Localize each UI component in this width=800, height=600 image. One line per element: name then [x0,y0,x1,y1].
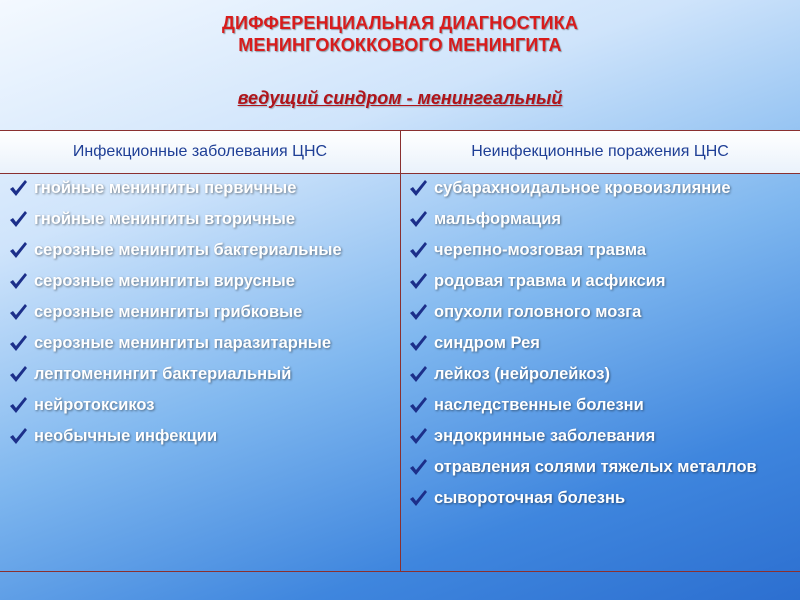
list-item-label: гнойные менингиты вторичные [34,210,296,228]
list-item [6,207,396,231]
list-item [406,362,796,386]
checkmark-icon [408,271,428,291]
checkmark-icon [8,178,28,198]
list-item-label: сывороточная болезнь [434,489,626,507]
list-item [406,176,796,200]
list-item [406,269,796,293]
checkmark-icon [8,395,28,415]
checkmark-icon [8,302,28,322]
checkmark-icon [408,457,428,477]
title-line-1: ДИФФЕРЕНЦИАЛЬНАЯ ДИАГНОСТИКА [221,13,579,33]
table-bottom-border [0,571,800,572]
list-item [6,176,396,200]
column-divider [400,130,401,572]
list-item [406,393,796,417]
list-item [6,331,396,355]
checkmark-icon [8,240,28,260]
subtitle: ведущий синдром - менингеальный [237,88,563,108]
list-item-label: родовая травма и асфиксия [434,272,666,290]
checkmark-icon [408,395,428,415]
list-item-label: серозные менингиты вирусные [34,272,295,290]
list-item-label: лептоменингит бактериальный [34,365,292,383]
list-item-label: гнойные менингиты первичные [34,179,297,197]
list-item [406,331,796,355]
checkmark-icon [8,209,28,229]
checkmark-icon [408,302,428,322]
diagnosis-table [0,130,800,572]
list-item [6,269,396,293]
list-item-label: серозные менингиты бактериальные [34,241,342,259]
noninfectious-list [406,176,796,517]
list-item-label: лейкоз (нейролейкоз) [434,365,610,383]
checkmark-icon [408,178,428,198]
list-item [406,207,796,231]
list-item [406,486,796,510]
list-item [406,238,796,262]
list-item-label: мальформация [434,210,562,228]
list-item [6,393,396,417]
list-item-label: необычные инфекции [34,427,218,445]
list-item-label: наследственные болезни [434,396,644,414]
list-item-label: серозные менингиты грибковые [34,303,303,321]
checkmark-icon [8,333,28,353]
list-item-label: субарахноидальное кровоизлияние [434,179,731,197]
checkmark-icon [8,364,28,384]
checkmark-icon [408,240,428,260]
list-item [406,300,796,324]
header-infectious: Инфекционные заболевания ЦНС [72,143,328,160]
infectious-list [6,176,396,455]
list-item [406,424,796,448]
list-item [406,455,796,479]
list-item-label: эндокринные заболевания [434,427,656,445]
list-item-label: отравления солями тяжелых металлов [434,458,757,476]
list-item-label: черепно-мозговая травма [434,241,647,259]
checkmark-icon [408,209,428,229]
checkmark-icon [8,426,28,446]
list-item [6,300,396,324]
checkmark-icon [408,333,428,353]
header-noninfectious: Неинфекционные поражения ЦНС [471,143,729,160]
list-item [6,362,396,386]
title-line-2: МЕНИНГОКОККОВОГО МЕНИНГИТА [238,35,562,55]
list-item-label: синдром Рея [434,334,540,352]
checkmark-icon [408,364,428,384]
checkmark-icon [408,488,428,508]
title-block [0,12,800,56]
list-item [6,424,396,448]
list-item-label: серозные менингиты паразитарные [34,334,332,352]
list-item-label: опухоли головного мозга [434,303,642,321]
checkmark-icon [408,426,428,446]
list-item-label: нейротоксикоз [34,396,155,414]
list-item [6,238,396,262]
checkmark-icon [8,271,28,291]
